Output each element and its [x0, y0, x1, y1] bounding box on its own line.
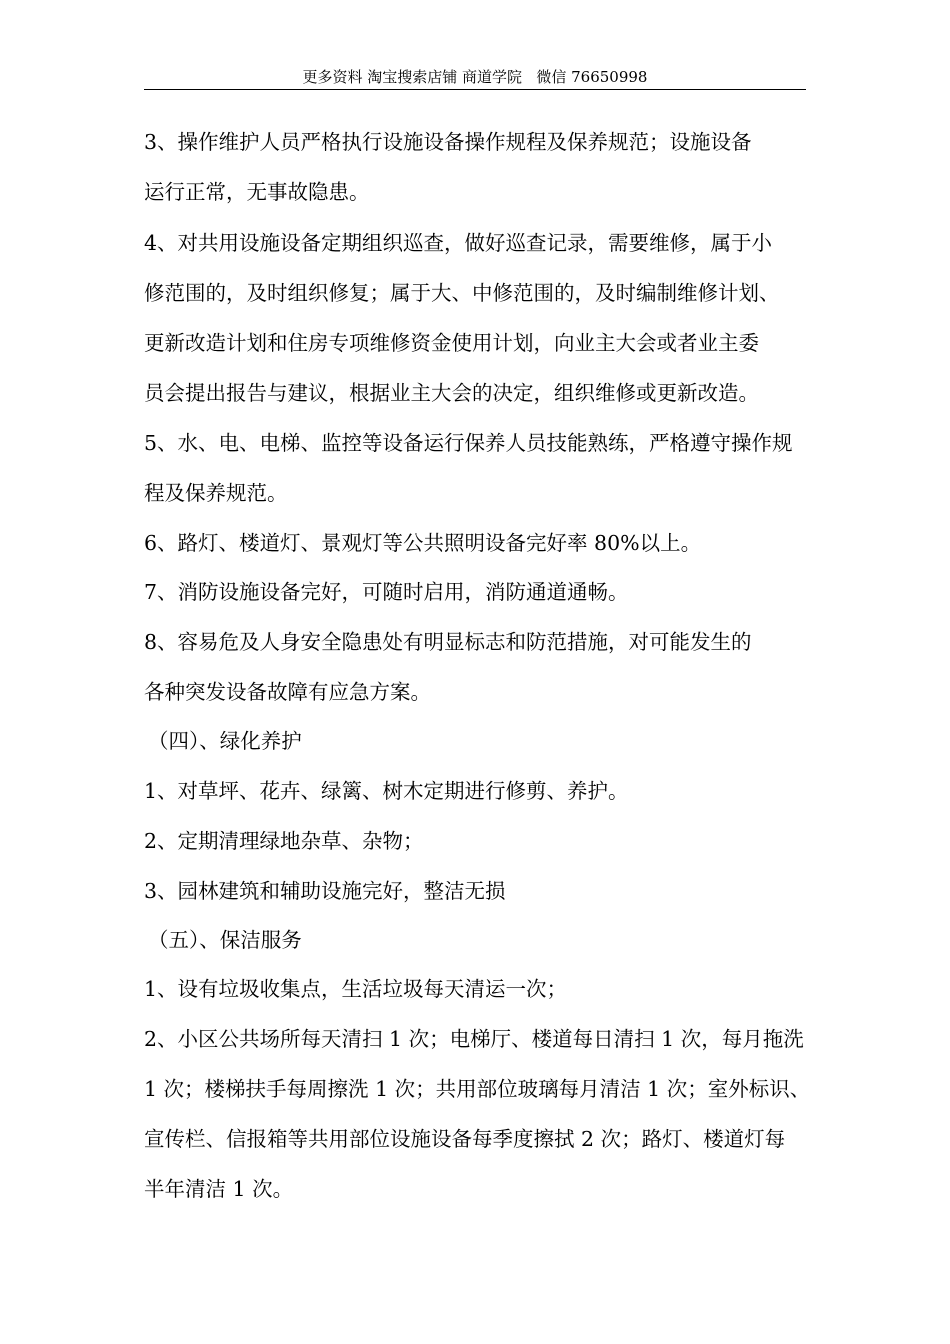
text-line: 4、对共用设施设备定期组织巡查，做好巡查记录，需要维修，属于小 [144, 231, 773, 255]
text-line: 2、定期清理绿地杂草、杂物； [144, 829, 424, 853]
header-divider [144, 89, 806, 90]
page-header: 更多资料 淘宝搜索店铺 商道学院 微信 76650998 [302, 68, 648, 86]
text-line: 程及保养规范。 [144, 481, 288, 505]
text-line: 修范围的，及时组织修复；属于大、中修范围的，及时编制维修计划、 [144, 281, 780, 305]
text-line: 6、路灯、楼道灯、景观灯等公共照明设备完好率 80%以上。 [144, 531, 702, 555]
section-heading: （四）、绿化养护 [148, 729, 302, 753]
text-line: 宣传栏、信报箱等共用部位设施设备每季度擦拭 2 次；路灯、楼道灯每 [144, 1127, 786, 1151]
text-line: 3、操作维护人员严格执行设施设备操作规程及保养规范；设施设备 [144, 130, 752, 154]
text-line: 1、设有垃圾收集点，生活垃圾每天清运一次； [144, 977, 568, 1001]
text-line: 2、小区公共场所每天清扫 1 次；电梯厅、楼道每日清扫 1 次，每月拖洗 [144, 1027, 804, 1051]
text-line: 5、水、电、电梯、监控等设备运行保养人员技能熟练，严格遵守操作规 [144, 431, 793, 455]
text-line: 半年清洁 1 次。 [144, 1177, 294, 1201]
text-line: 1 次；楼梯扶手每周擦洗 1 次；共用部位玻璃每月清洁 1 次；室外标识、 [144, 1077, 811, 1101]
text-line: 各种突发设备故障有应急方案。 [144, 680, 431, 704]
text-line: 员会提出报告与建议，根据业主大会的决定，组织维修或更新改造。 [144, 381, 759, 405]
section-heading: （五）、保洁服务 [148, 928, 302, 952]
text-line: 运行正常，无事故隐患。 [144, 180, 370, 204]
text-line: 更新改造计划和住房专项维修资金使用计划，向业主大会或者业主委 [144, 331, 759, 355]
text-line: 3、园林建筑和辅助设施完好，整洁无损 [144, 879, 506, 903]
text-line: 8、容易危及人身安全隐患处有明显标志和防范措施，对可能发生的 [144, 630, 752, 654]
text-line: 7、消防设施设备完好，可随时启用，消防通道通畅。 [144, 580, 629, 604]
text-line: 1、对草坪、花卉、绿篱、树木定期进行修剪、养护。 [144, 779, 629, 803]
